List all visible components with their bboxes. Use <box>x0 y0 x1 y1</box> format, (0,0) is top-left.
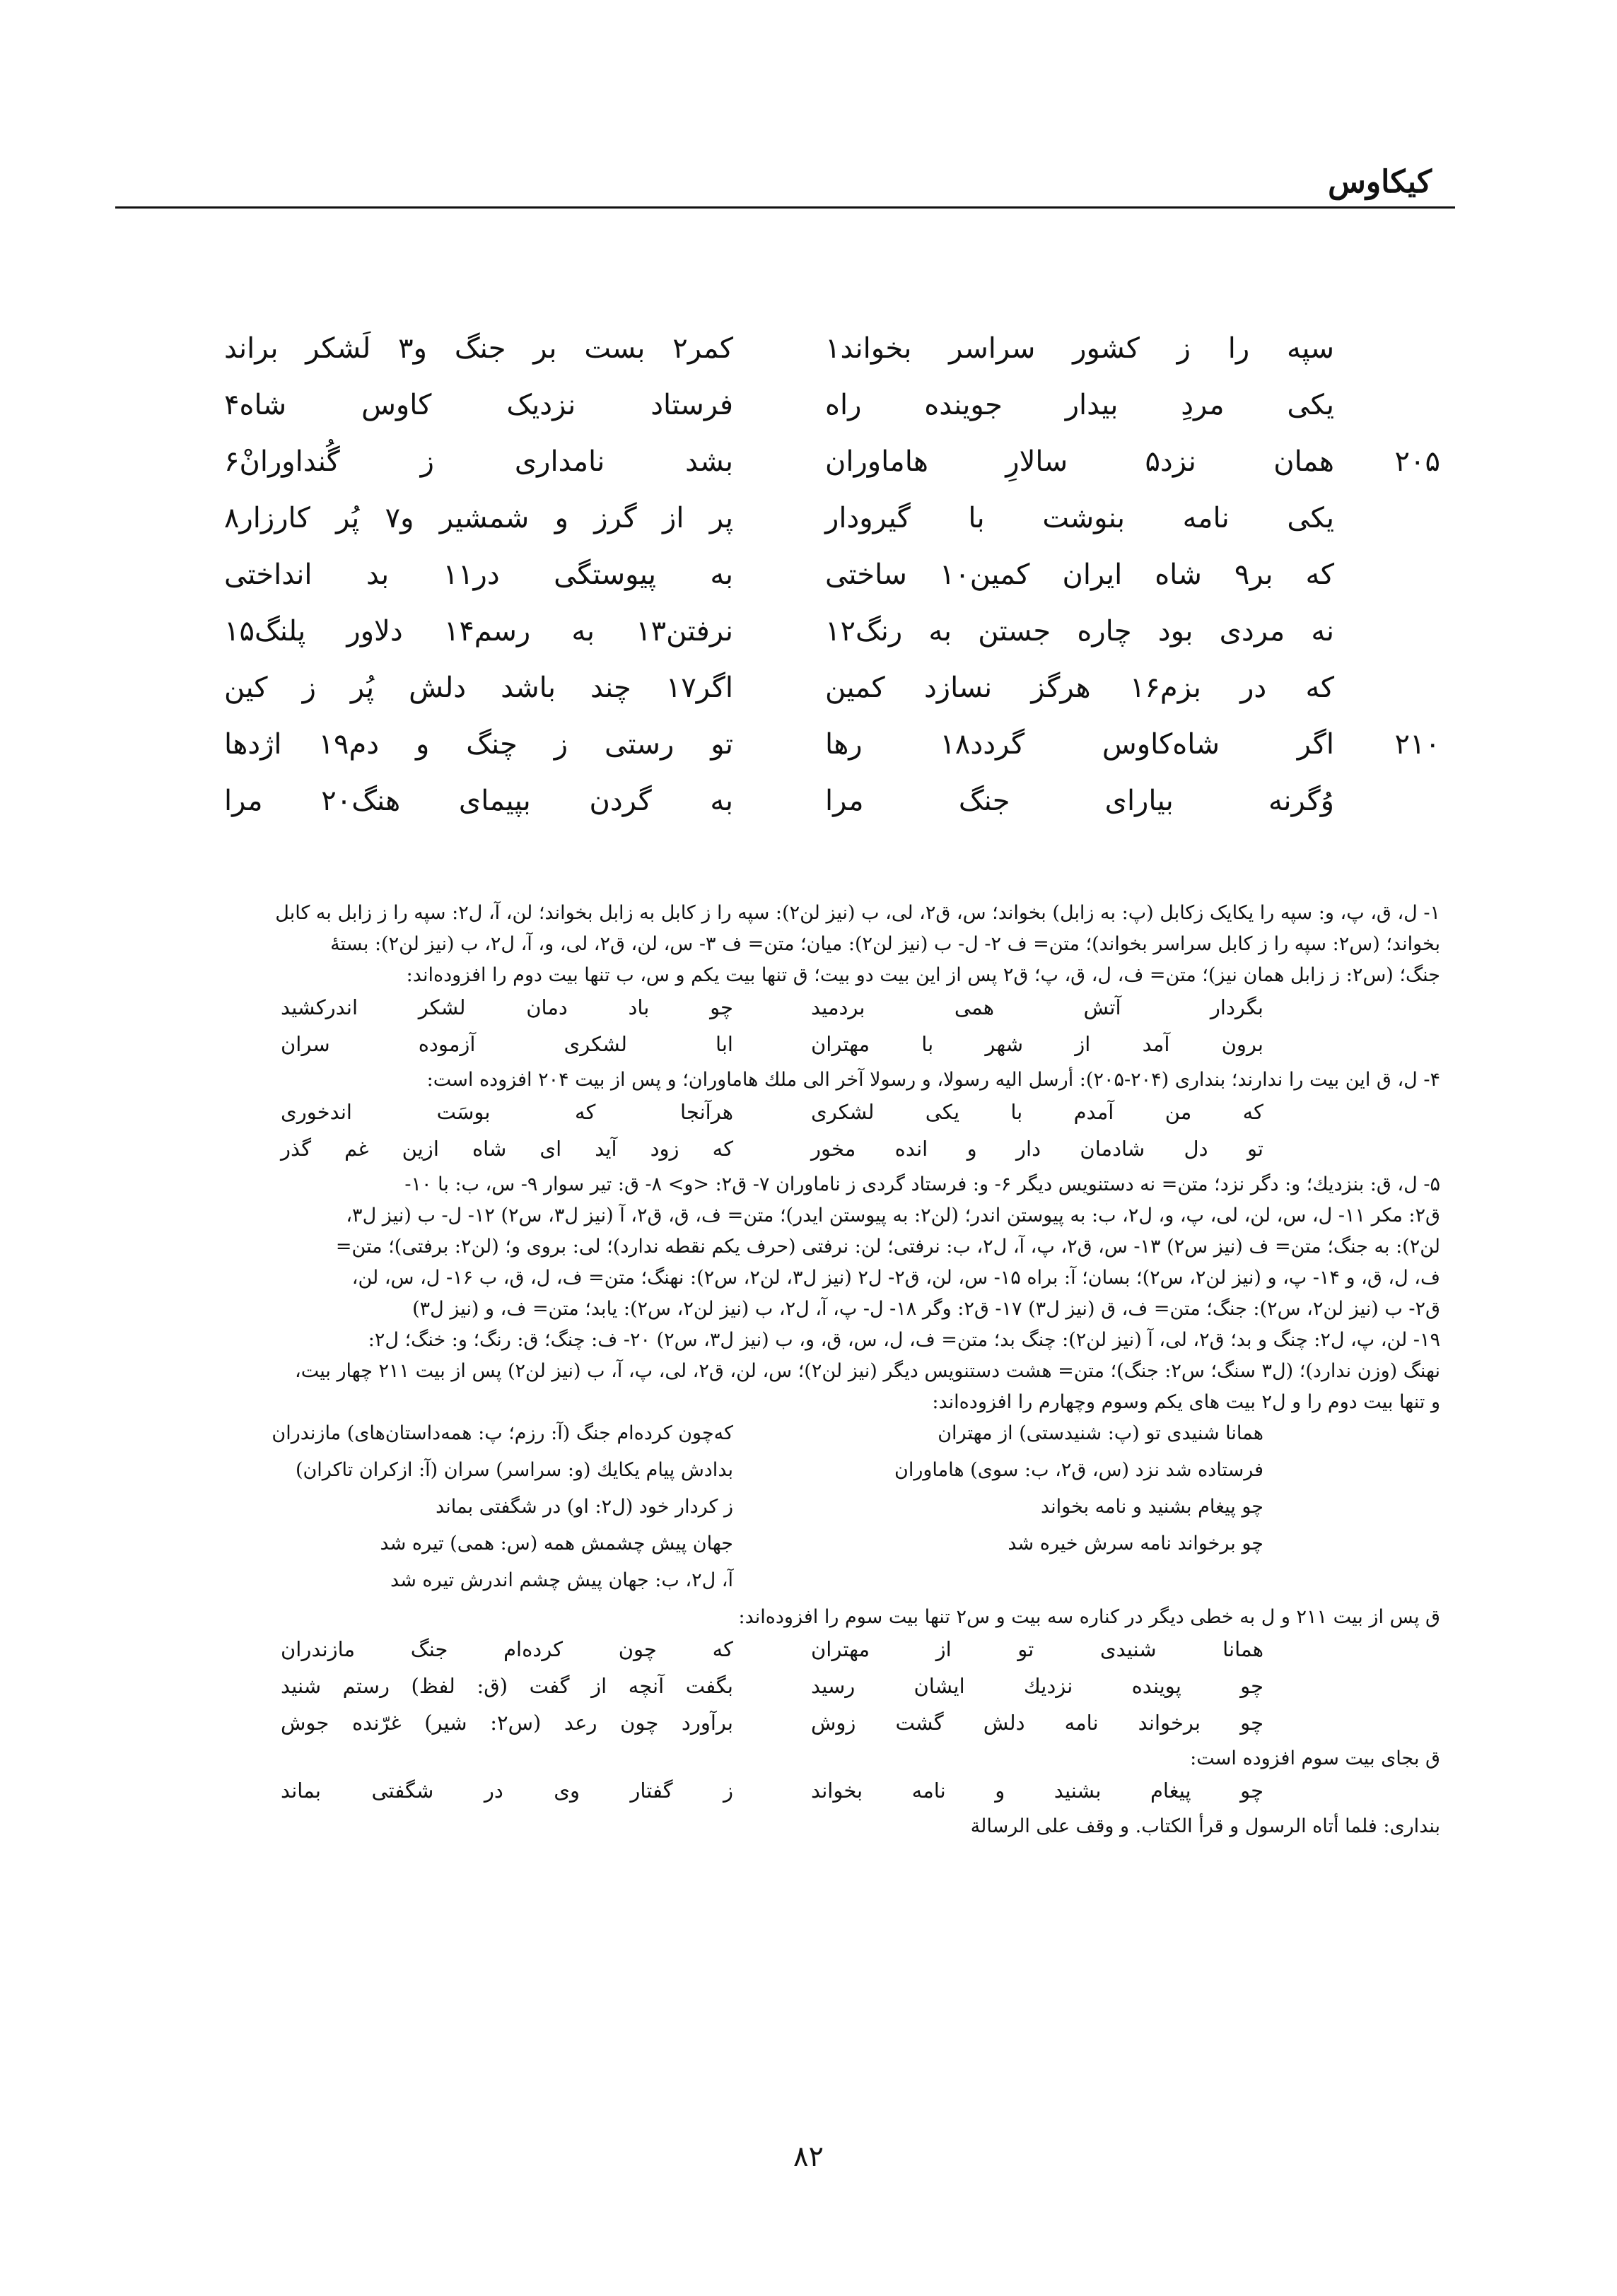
footnote-couplet <box>125 1565 1440 1602</box>
footnote-couplet <box>125 1492 1440 1528</box>
footnote-line: ق۲- ب (نیز لن۲، س۲): جنگ؛ متن= ف، ق (نیز ل۳) ۱۷- ق۲: وگر ۱۸- ل- پ، آ، ل۲، ب (نیز لن۲، س۲): یابد؛ متن= ف، و (نیز ل۳) <box>412 1298 1440 1320</box>
verse-hemistich-first: همان نزد۵ سالارِ هاماوران <box>825 445 1335 478</box>
verse-hemistich-first: که در بزم۱۶ هرگز نسازد کمین <box>825 672 1334 704</box>
running-header-title: کیکاوس <box>1328 164 1432 200</box>
couplet-second: جهان پیش چشمش همه (س: همی) تیره شد <box>380 1533 733 1554</box>
verse-hemistich-second: اگر۱۷ چند باشد دلش پُر ز کین <box>224 672 733 704</box>
couplet-second: برآورد چون رعد (س۲: شیر) غرّنده جوش <box>281 1711 733 1735</box>
verse-hemistich-first: که بر۹ شاه ایران کمین۱۰ ساختی <box>825 558 1335 591</box>
footnote-line: ۵- ل، ق: بنزدیك؛ و: دگر نزد؛ متن= نه دستنویس دیگر ۶- و: فرستاد گردی ز ناماوران ۷- ق۲: <و> ۸- ق: تیر سوار ۹- س، ب: با ۱۰- <box>404 1173 1440 1195</box>
verse-hemistich-second: تو رستی ز چنگ و دم۱۹ اژدها <box>224 728 733 761</box>
verse-hemistich-second: به پیوستگی در۱۱ بد انداختی <box>224 558 733 591</box>
footnote-couplet <box>125 1706 1440 1743</box>
verse-hemistich-second: نرفتن۱۳ به رسم۱۴ دلاور پلنگ۱۵ <box>224 615 733 648</box>
couplet-second: که چون کرده‌ام جنگ مازندران <box>281 1637 733 1661</box>
couplet-first: همانا شنیدی تو از مهتران <box>811 1637 1263 1661</box>
verse-row <box>0 728 1617 785</box>
couplet-first: برون آمد از شهر با مهتران <box>811 1032 1263 1056</box>
footnote-line: ۱۹- لن، پ، ل۲: چنگ و بد؛ ق۲، لی، آ (نیز لن۲): چنگ بد؛ متن= ف، ل، س، ق، و، ب (نیز ل۳، س۲) ۲۰- ف: چنگ؛ ق: رنگ؛ و: خنگ؛ ل۲: <box>368 1329 1440 1351</box>
verse-number: ۲۰۵ <box>1394 445 1440 478</box>
footnote-couplet <box>125 1633 1440 1670</box>
footnote-couplet <box>125 1418 1440 1455</box>
couplet-second: بدادش پیام یکایك (و: سراسر) سران (آ: ازکران تاکران) <box>295 1459 733 1481</box>
verse-hemistich-second: به گردن بپیمای هنگ۲۰ مرا <box>224 785 733 817</box>
couplet-first: چو برخواند نامه سرش خیره شد <box>1008 1533 1263 1554</box>
footnote-line: ف، ل، ق، و ۱۴- پ، و (نیز لن۲، س۲)؛ بسان؛ آ: براه ۱۵- س، لن، ق۲- ل۲ (نیز ل۳، لن۲، س۲): نهنگ؛ متن= ف، ل، ق، ب ۱۶- ل، س، لن، <box>351 1267 1440 1289</box>
footnote-line: جنگ؛ (س۲: ز زابل همان نیز)؛ متن= ف، ل، ق، پ؛ ق۲ پس از این بیت دو بیت؛ ق تنها بیت یکم و س، ب تنها بیت دوم را افزوده‌اند: <box>406 964 1440 986</box>
footnote-line: ۴- ل، ق این بیت را ندارند؛ بنداری (۲۰۴-۲۰۵): أرسل الیه رسولا، و رسولا آخر الی ملك هاماوران؛ و پس از بیت ۲۰۴ افزوده است: <box>426 1069 1440 1091</box>
footnote-couplet <box>125 1132 1440 1169</box>
verse-row <box>0 785 1617 841</box>
verse-row <box>0 502 1617 558</box>
couplet-second: که‌چون کرده‌ام جنگ (آ: رزم؛ پ: همه‌داستان‌های) مازندران <box>272 1422 733 1444</box>
verse-hemistich-second: پر از گرز و شمشیر و۷ پُر کارزار۸ <box>224 502 733 534</box>
couplet-second: بگفت آنچه از گفت (ق: لفظ) رستم شنید <box>281 1674 733 1698</box>
footnote-couplet <box>125 1774 1440 1811</box>
verse-hemistich-first: نه مردی بود چاره جستن به رنگ۱۲ <box>825 615 1334 648</box>
verse-row <box>0 389 1617 445</box>
couplet-first: که من آمدم با یکی لشکری <box>811 1100 1263 1124</box>
verse-hemistich-first: اگر شاه‌کاوس گردد۱۸ رها <box>825 728 1334 761</box>
verse-hemistich-second: فرستاد نزدیک کاوس شاه۴ <box>224 389 733 421</box>
couplet-second: چو باد دمان لشکر اندرکشید <box>281 995 733 1019</box>
verse-row <box>0 672 1617 728</box>
footnote-line: بنداری: فلما أتاه الرسول و قرأ الكتاب. و وقف على الرسالة <box>970 1815 1440 1837</box>
footnote-couplet <box>125 1670 1440 1706</box>
couplet-first: چو پیغام بشنید و نامه بخواند <box>1040 1496 1263 1518</box>
footnote-line: بخواند؛ (س۲: سپه را ز کابل سراسر بخواند)؛ متن= ف ۲- ل- ب (نیز لن۲): میان؛ متن= ف ۳- س، لن، ق۲، لی، و، آ، ل۲، ب (نیز لن۲): بستهٔ <box>330 933 1440 955</box>
footnote-couplet <box>125 1455 1440 1492</box>
footnote-couplet <box>125 991 1440 1028</box>
couplet-first: تو دل شادمان دار و انده مخور <box>811 1137 1263 1161</box>
couplet-second: ابا لشکری آزموده سران <box>281 1032 733 1056</box>
verse-row <box>0 445 1617 502</box>
verse-hemistich-first: یکی نامه بنوشت با گیرودار <box>825 502 1334 534</box>
verse-row <box>0 558 1617 615</box>
footnote-line: نهنگ (وزن ندارد)؛ (ل۳ سنگ؛ س۲: جنگ)؛ متن= هشت دستنویس دیگر (نیز لن۲)؛ س، لن، ق۲، لی، پ، آ، ب (نیز لن۲) پس از بیت ۲۱۱ چهار بیت، <box>295 1360 1440 1382</box>
couplet-first: بگردار آتش همی بردمید <box>811 995 1263 1019</box>
footnote-line: ق بجای بیت سوم افزوده است: <box>1190 1747 1440 1769</box>
footnote-line: لن۲): به جنگ؛ متن= ف (نیز س۲) ۱۳- س، ق۲، پ، آ، ل۲، ب: نرفتی؛ لن: نرفتی (حرف یکم نقطه ندارد)؛ لی: بروی و؛ (لن۲: برفتی)؛ متن= <box>335 1236 1440 1258</box>
footnote-line: ۱- ل، ق، پ، و: سپه را یکایک زکابل (پ: به زابل) بخواند؛ س، ق۲، لی، ب (نیز لن۲): سپه را ز کابل به زابل بخواند؛ لن، آ، ل۲: سپه را ز زابل به کابل <box>275 902 1440 924</box>
verse-row <box>0 615 1617 672</box>
verse-hemistich-first: یکی مردِ بیدار جوینده راه <box>825 389 1334 421</box>
footnote-line: و تنها بیت دوم را و ل۲ بیت های یکم وسوم وچهارم را افزوده‌اند: <box>932 1391 1440 1413</box>
verse-row <box>0 332 1617 389</box>
page-number: ۸۲ <box>793 2140 824 2173</box>
footnote-line: ق۲: مکر ۱۱- ل، س، لن، لی، پ، و، ل۲، ب: به پیوستن اندر؛ (لن۲: به پیوستن ایدر)؛ متن= ف، ق، ق۲، آ (نیز ل۳، س۲) ۱۲- ل- ب (نیز ل۳، <box>346 1205 1440 1226</box>
footnote-couplet <box>125 1096 1440 1132</box>
couplet-first: چو برخواند نامه دلش گشت زوش <box>811 1711 1263 1735</box>
couplet-second: ز گفتار وی در شگفتی بماند <box>281 1779 733 1803</box>
footnote-couplet <box>125 1528 1440 1565</box>
couplet-second: که زود آید ای شاه ازین غم گذر <box>281 1137 733 1161</box>
couplet-first: فرستاده شد نزد (س، ق۲، ب: سوی) هاماوران <box>894 1459 1263 1481</box>
verse-hemistich-first: وُگرنه بیارای جنگ مرا <box>825 785 1334 817</box>
couplet-second: آ، ل۲، ب: جهان پیش چشم اندرش تیره شد <box>390 1569 733 1591</box>
verse-hemistich-second: بشد نامداری ز گُنداورانْ۶ <box>224 445 733 478</box>
couplet-first: همانا شنیدی تو (پ: شنیدستی) از مهتران <box>938 1422 1263 1444</box>
verse-number: ۲۱۰ <box>1394 728 1440 761</box>
footnote-couplet <box>125 1028 1440 1065</box>
header-rule <box>115 206 1455 209</box>
couplet-second: ز کردار خود (ل۲: او) در شگفتی بماند <box>436 1496 733 1518</box>
couplet-first: چو پیغام بشنید و نامه بخواند <box>811 1779 1263 1803</box>
footnotes <box>125 898 1440 1842</box>
couplet-first: چو پوینده نزدیك ایشان رسید <box>811 1674 1263 1698</box>
verse-hemistich-second: کمر۲ بست بر جنگ و۳ لَشکر براند <box>224 332 733 365</box>
footnote-line: ق پس از بیت ۲۱۱ و ل به خطی دیگر در کناره سه بیت و س۲ تنها بیت سوم را افزوده‌اند: <box>738 1606 1440 1628</box>
verse-hemistich-first: سپه را ز کشور سراسر بخواند۱ <box>825 332 1334 365</box>
couplet-second: هرآنجا که بوسَت اندخوری <box>281 1100 733 1124</box>
